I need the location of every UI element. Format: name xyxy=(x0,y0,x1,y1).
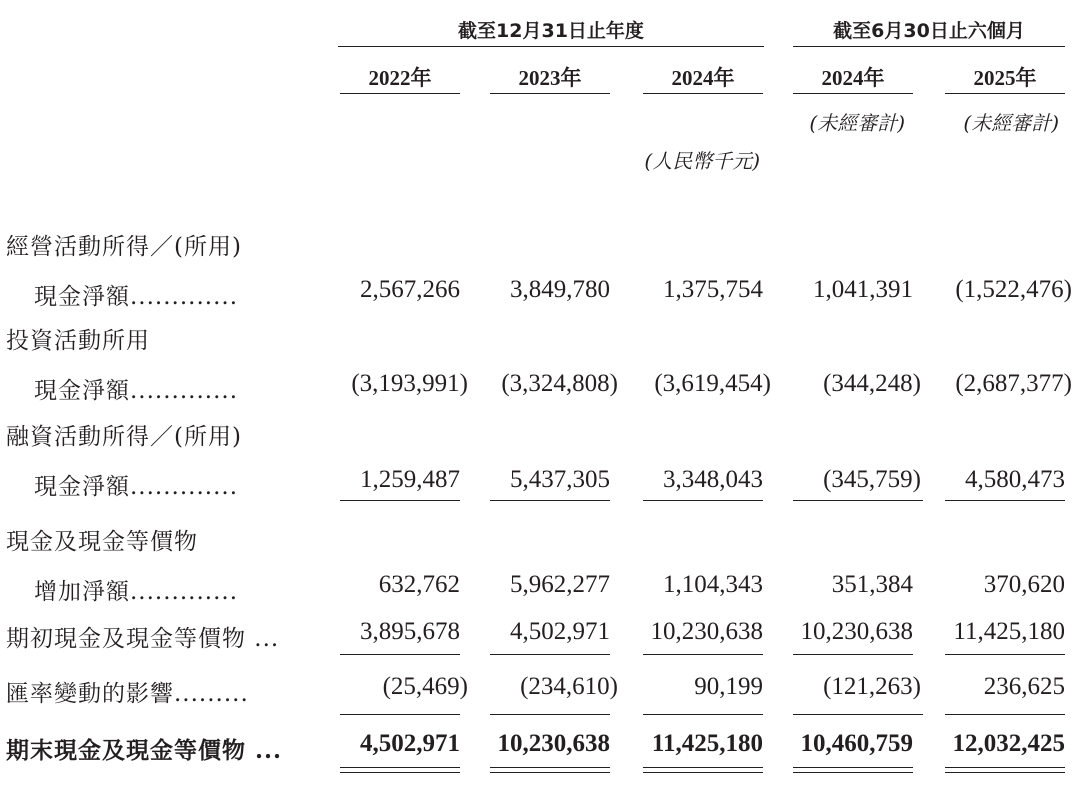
cell-fx-effect-2024: 90,199 xyxy=(694,673,763,700)
column-rule-2023 xyxy=(490,93,610,94)
cell-fx-effect-2022: (25,469) xyxy=(382,673,468,700)
header-group-half: 截至6月30日止六個月 xyxy=(833,20,1025,42)
cell-beginning-cash-2023: 4,502,971 xyxy=(510,618,610,645)
row-beginning-cash-label: 期初現金及現金等價物 ... xyxy=(6,626,280,652)
beginning-rule-2022 xyxy=(340,654,460,655)
row-operating-label-2: 現金淨額............. xyxy=(34,284,239,310)
header-group-year-rule xyxy=(338,46,764,47)
total-double-rule-2023-b xyxy=(490,772,610,773)
unaudited-note-2025: (未經審計) xyxy=(963,111,1059,135)
row-investing-label-1: 投資活動所用 xyxy=(6,328,150,354)
beginning-rule-2023 xyxy=(490,654,610,655)
cell-fx-effect-2025-half: 236,625 xyxy=(983,673,1065,700)
subtotal-rule-2024-half xyxy=(793,500,923,501)
column-header-2022: 2022年 xyxy=(368,66,432,90)
cell-financing-2024-half: (345,759) xyxy=(823,466,921,493)
cell-investing-2025-half: (2,687,377) xyxy=(955,370,1072,397)
subtotal-rule-2023 xyxy=(490,500,610,501)
cell-operating-2022: 2,567,266 xyxy=(360,276,460,303)
cell-fx-effect-2023: (234,610) xyxy=(520,673,618,700)
column-header-2024: 2024年 xyxy=(671,66,735,90)
cell-ending-cash-2022: 4,502,971 xyxy=(360,730,460,757)
fx-rule-2022 xyxy=(340,714,460,715)
cell-ending-cash-2024: 11,425,180 xyxy=(651,730,763,757)
column-rule-2025-half xyxy=(945,93,1065,94)
unaudited-note-2024: (未經審計) xyxy=(809,111,905,135)
cell-investing-2024: (3,619,454) xyxy=(654,370,771,397)
row-operating-label-1: 經營活動所得／(所用) xyxy=(6,234,242,260)
cell-net-increase-2023: 5,962,277 xyxy=(510,571,610,598)
cell-ending-cash-2023: 10,230,638 xyxy=(497,730,610,757)
fx-rule-2023 xyxy=(490,714,610,715)
unit-note: (人民幣千元) xyxy=(644,149,760,173)
beginning-rule-2025-half xyxy=(945,654,1065,655)
cell-financing-2024: 3,348,043 xyxy=(663,466,763,493)
cell-operating-2023: 3,849,780 xyxy=(510,276,610,303)
subtotal-rule-2024 xyxy=(643,500,763,501)
cell-financing-2023: 5,437,305 xyxy=(510,466,610,493)
row-ending-cash-label: 期末現金及現金等價物 ... xyxy=(6,737,283,764)
cell-ending-cash-2024-half: 10,460,759 xyxy=(800,730,913,757)
column-header-2024-half: 2024年 xyxy=(821,66,885,90)
cell-net-increase-2024: 1,104,343 xyxy=(663,571,763,598)
cell-investing-2023: (3,324,808) xyxy=(501,370,618,397)
subtotal-rule-2025-half xyxy=(945,500,1065,501)
cell-financing-2022: 1,259,487 xyxy=(360,466,460,493)
cell-operating-2025-half: (1,522,476) xyxy=(955,276,1072,303)
header-group-half-rule xyxy=(793,46,1065,47)
cell-fx-effect-2024-half: (121,263) xyxy=(823,673,921,700)
cell-beginning-cash-2025-half: 11,425,180 xyxy=(953,618,1065,645)
row-fx-effect-label: 匯率變動的影響......... xyxy=(6,681,249,707)
cell-beginning-cash-2024: 10,230,638 xyxy=(650,618,763,645)
total-double-rule-2022-a xyxy=(340,767,460,768)
column-rule-2024-half xyxy=(793,93,913,94)
row-financing-label-2: 現金淨額............. xyxy=(34,474,239,500)
cell-beginning-cash-2024-half: 10,230,638 xyxy=(800,618,913,645)
cell-net-increase-2022: 632,762 xyxy=(378,571,460,598)
fx-rule-2024-half xyxy=(793,714,923,715)
total-double-rule-2025-half-b xyxy=(945,772,1065,773)
column-header-2023: 2023年 xyxy=(518,66,582,90)
total-double-rule-2025-half-a xyxy=(945,767,1065,768)
column-rule-2024 xyxy=(643,93,763,94)
fx-rule-2025-half xyxy=(945,714,1065,715)
column-header-2025-half: 2025年 xyxy=(973,66,1037,90)
column-rule-2022 xyxy=(340,93,460,94)
cell-investing-2022: (3,193,991) xyxy=(351,370,468,397)
cell-financing-2025-half: 4,580,473 xyxy=(965,466,1065,493)
fx-rule-2024 xyxy=(643,714,763,715)
cell-investing-2024-half: (344,248) xyxy=(823,370,921,397)
cell-beginning-cash-2022: 3,895,678 xyxy=(360,618,460,645)
subtotal-rule-2022 xyxy=(340,500,460,501)
cell-operating-2024: 1,375,754 xyxy=(663,276,763,303)
total-double-rule-2023-a xyxy=(490,767,610,768)
row-net-increase-label-1: 現金及現金等價物 xyxy=(6,529,198,555)
cell-net-increase-2025-half: 370,620 xyxy=(983,571,1065,598)
total-double-rule-2022-b xyxy=(340,772,460,773)
row-investing-label-2: 現金淨額............. xyxy=(34,378,239,404)
total-double-rule-2024-half-a xyxy=(793,767,913,768)
beginning-rule-2024-half xyxy=(793,654,913,655)
cell-net-increase-2024-half: 351,384 xyxy=(831,571,913,598)
cell-ending-cash-2025-half: 12,032,425 xyxy=(952,730,1065,757)
total-double-rule-2024-a xyxy=(643,767,763,768)
total-double-rule-2024-half-b xyxy=(793,772,913,773)
row-financing-label-1: 融資活動所得／(所用) xyxy=(6,424,242,450)
header-group-year: 截至12月31日止年度 xyxy=(458,20,644,42)
cell-operating-2024-half: 1,041,391 xyxy=(813,276,913,303)
row-net-increase-label-2: 增加淨額............. xyxy=(34,579,239,605)
beginning-rule-2024 xyxy=(643,654,763,655)
total-double-rule-2024-b xyxy=(643,772,763,773)
